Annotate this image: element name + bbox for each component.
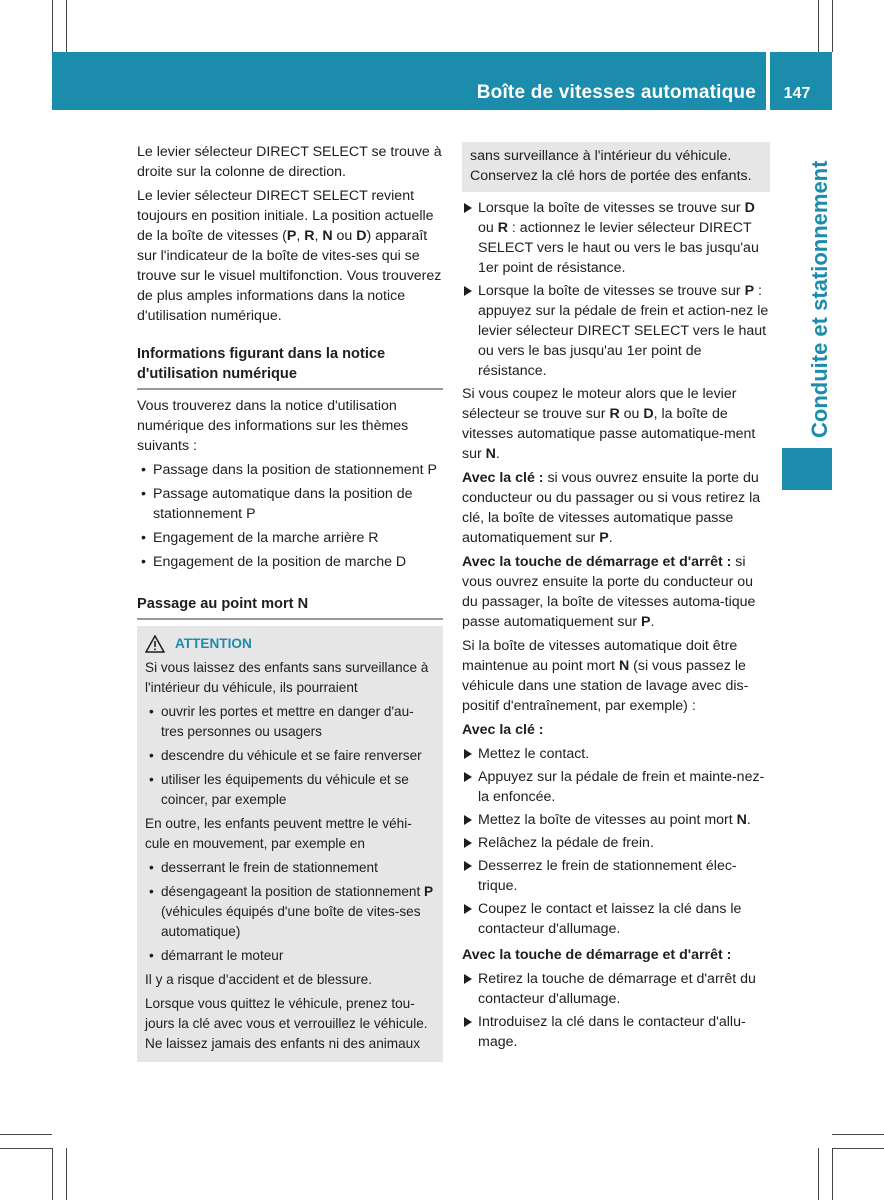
- left-column: [137, 142, 443, 1062]
- step-list: [462, 744, 770, 939]
- crop-mark: [0, 1148, 52, 1149]
- section-heading: Passage au point mort N: [137, 594, 443, 620]
- paragraph: Si vous coupez le moteur alors que le levier sélecteur se trouve sur R ou D, la boîte de vitesses automatique passe automatique-ment sur N.: [462, 386, 756, 462]
- crop-mark: [832, 1148, 833, 1200]
- bullet-list: [145, 858, 435, 966]
- crop-mark: [52, 0, 53, 52]
- right-column: [462, 142, 770, 1055]
- step-item: Lorsque la boîte de vitesses se trouve sur D ou R : actionnez le levier sélecteur DIRECT SELECT vers le haut ou vers le bas jusqu'au 1er point de résistance.: [462, 198, 770, 278]
- paragraph: Le levier sélecteur DIRECT SELECT se trouve à droite sur la colonne de direction.: [137, 144, 442, 180]
- list-item: • desserrant le frein de stationnement: [145, 858, 435, 878]
- subheading: Avec la touche de démarrage et d'arrêt :: [462, 947, 732, 963]
- list-item: • descendre du véhicule et se faire renverser: [145, 746, 435, 766]
- list-item: • Passage dans la position de stationnement P: [137, 460, 443, 480]
- list-item: • Engagement de la position de marche D: [137, 552, 443, 572]
- chapter-tab-marker: [782, 448, 832, 490]
- step-item: Relâchez la pédale de frein.: [462, 833, 770, 853]
- warning-box-continued: sans surveillance à l'intérieur du véhicule. Conservez la clé hors de portée des enfants.: [462, 142, 770, 192]
- warning-header: [145, 634, 435, 654]
- section-heading: Informations figurant dans la notice d'utilisation numérique: [137, 344, 443, 390]
- paragraph: Si vous laissez des enfants sans surveillance à l'intérieur du véhicule, ils pourraient: [145, 660, 429, 695]
- crop-mark: [832, 1148, 884, 1149]
- list-item: • désengageant la position de stationnement P (véhicules équipés d'une boîte de vites-ses automatique): [145, 882, 435, 942]
- chapter-tab-label: Conduite et stationnement: [807, 160, 832, 438]
- paragraph: Lorsque vous quittez le véhicule, prenez tou-jours la clé avec vous et verrouillez le véhicule. Ne laissez jamais des enfants ni des animaux: [145, 996, 428, 1051]
- paragraph: Si la boîte de vitesses automatique doit être maintenue au point mort N (si vous passez le véhicule dans une station de lavage avec dis-positif d'entraînement, par exemple) :: [462, 638, 749, 714]
- paragraph: Le levier sélecteur DIRECT SELECT revient toujours en position initiale. La position actuelle de la boîte de vitesses (P, R, N ou D) apparaît sur l'indicateur de la boîte de vites-ses qui se trouve sur le visuel multifonction. Vous trouverez de plus amples informations dans la notice d'utilisation numérique.: [137, 188, 442, 324]
- page-title: Boîte de vitesses automatique: [476, 82, 756, 103]
- list-item: • ouvrir les portes et mettre en danger d'au-tres personnes ou usagers: [145, 702, 435, 742]
- step-item: Lorsque la boîte de vitesses se trouve sur P : appuyez sur la pédale de frein et action-nez le levier sélecteur DIRECT SELECT vers le haut ou vers le bas jusqu'au 1er point de résistance.: [462, 281, 770, 381]
- list-item: • utiliser les équipements du véhicule et se coincer, par exemple: [145, 770, 435, 810]
- warning-title: ATTENTION: [175, 636, 252, 651]
- step-item: Retirez la touche de démarrage et d'arrêt du contacteur d'allumage.: [462, 969, 770, 1009]
- paragraph: Avec la touche de démarrage et d'arrêt : si vous ouvrez ensuite la porte du conducteur ou du passager, la boîte de vitesses automa-tique passe automatiquement sur P.: [462, 554, 756, 630]
- crop-mark: [66, 0, 67, 52]
- list-item: • démarrant le moteur: [145, 946, 435, 966]
- crop-mark: [0, 1134, 52, 1135]
- list-item: • Passage automatique dans la position de stationnement P: [137, 484, 443, 524]
- crop-mark: [818, 1148, 819, 1200]
- crop-mark: [818, 0, 819, 52]
- step-item: Introduisez la clé dans le contacteur d'allu-mage.: [462, 1012, 770, 1052]
- paragraph: En outre, les enfants peuvent mettre le véhi-cule en mouvement, par exemple en: [145, 816, 412, 851]
- crop-mark: [52, 1148, 53, 1200]
- list-item: • Engagement de la marche arrière R: [137, 528, 443, 548]
- step-item: Mettez le contact.: [462, 744, 770, 764]
- paragraph: Il y a risque d'accident et de blessure.: [145, 972, 373, 987]
- paragraph: Avec la clé : si vous ouvrez ensuite la porte du conducteur ou du passager ou si vous retirez la clé, la boîte de vitesses automatique passe automatiquement sur P.: [462, 470, 761, 546]
- bullet-list: [145, 702, 435, 810]
- step-item: Desserrez le frein de stationnement élec-trique.: [462, 856, 770, 896]
- step-item: Mettez la boîte de vitesses au point mort N.: [462, 810, 770, 830]
- crop-mark: [66, 1148, 67, 1200]
- crop-mark: [832, 1134, 884, 1135]
- subheading: Avec la clé :: [462, 722, 544, 738]
- step-item: Appuyez sur la pédale de frein et mainte-nez-la enfoncée.: [462, 767, 770, 807]
- crop-mark: [832, 0, 833, 52]
- bullet-list: [137, 460, 443, 572]
- paragraph: Vous trouverez dans la notice d'utilisation numérique des informations sur les thèmes suivants :: [137, 398, 409, 454]
- step-item: Coupez le contact et laissez la clé dans le contacteur d'allumage.: [462, 899, 770, 939]
- page-number: 147: [783, 85, 811, 102]
- warning-triangle-icon: [145, 635, 165, 653]
- warning-box: [137, 626, 443, 1062]
- step-list: [462, 198, 770, 381]
- step-list: [462, 969, 770, 1052]
